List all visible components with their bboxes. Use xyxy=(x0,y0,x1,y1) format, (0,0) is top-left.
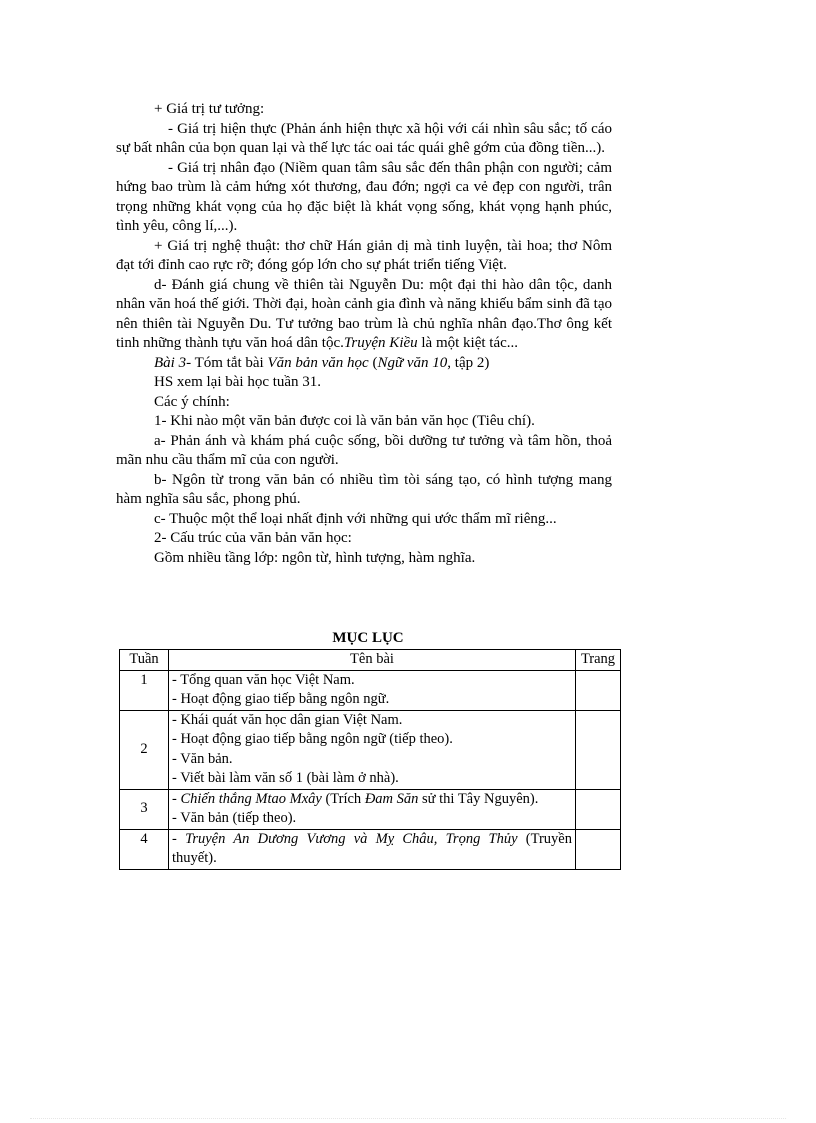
line-main-ideas: Các ý chính: xyxy=(154,393,230,410)
lesson-3-book: Ngữ văn 10 xyxy=(377,354,448,371)
week-cell: 4 xyxy=(120,829,169,869)
lesson-entry: - Tổng quan văn học Việt Nam. xyxy=(172,671,355,688)
lesson-3-close: , tập 2) xyxy=(447,354,490,371)
lesson-3-label: Bài 3 xyxy=(154,354,187,371)
lesson-cell xyxy=(169,710,576,789)
toc-title: MỤC LỤC xyxy=(332,630,404,646)
page-cell xyxy=(576,710,621,789)
table-row xyxy=(120,670,621,710)
header-page: Trang xyxy=(576,650,621,671)
entry-dash: - xyxy=(172,830,186,847)
line-criterion-c: c- Thuộc một thể loại nhất định với những qui ước thẩm mĩ riêng... xyxy=(154,510,557,527)
paragraph-ideological-value: + Giá trị tư tưởng: xyxy=(154,101,265,117)
entry-text: (Trích xyxy=(321,790,365,807)
line-criterion-a: a- Phản ánh và khám phá cuộc sống, bồi dưỡng tư tưởng và tâm hồn, thoả mãn nhu cầu thẩm mĩ của con người. xyxy=(116,432,612,468)
line-structure: 2- Cấu trúc của văn bản văn học: xyxy=(154,530,352,546)
week-cell: 2 xyxy=(120,710,169,789)
page-cell xyxy=(576,789,621,829)
lesson-entry: - Văn bản. xyxy=(172,750,233,767)
paragraph-artistic-value: + Giá trị nghệ thuật: thơ chữ Hán giản dị mà tinh luyện, tài hoa; thơ Nôm đạt tới đỉnh cao rực rỡ; đóng góp lớn cho sự phát triển tiếng Việt. xyxy=(116,237,612,273)
table-row xyxy=(120,789,621,829)
line-criteria: 1- Khi nào một văn bản được coi là văn bản văn học (Tiêu chí). xyxy=(154,413,535,429)
line-criterion-b: b- Ngôn từ trong văn bản có nhiều tìm tòi sáng tạo, có hình tượng mang hàm nghĩa sâu sắc, phong phú. xyxy=(116,471,612,507)
lesson-entry: - Viết bài làm văn số 1 (bài làm ở nhà). xyxy=(172,770,399,786)
line-layers: Gồm nhiều tầng lớp: ngôn từ, hình tượng, hàm nghĩa. xyxy=(154,549,476,566)
paragraph-realistic-value: - Giá trị hiện thực (Phản ánh hiện thực xã hội với cái nhìn sâu sắc; tố cáo sự bất nhân của bọn quan lại và thế lực tác oai tác quái ghê gớm của đồng tiền...). xyxy=(116,120,612,156)
entry-dash: - xyxy=(172,790,181,807)
toc-table xyxy=(119,649,621,870)
lesson-3-title: Văn bản văn học xyxy=(267,354,369,371)
lesson-entry xyxy=(172,790,572,810)
work-title: Truyện An Dương Vương và Mỵ Châu, Trọng Thủy xyxy=(185,830,518,847)
lesson-entry: - Hoạt động giao tiếp bằng ngôn ngữ. xyxy=(172,691,390,707)
page-bottom-divider xyxy=(30,1118,786,1119)
header-lesson: Tên bài xyxy=(169,650,576,671)
week-cell: 3 xyxy=(120,789,169,829)
paragraph-humanitarian-value: - Giá trị nhân đạo (Niềm quan tâm sâu sắc đến thân phận con người; cảm hứng bao trùm là cảm hứng xót thương, đau đớn; ngợi ca vẻ đẹp con người, trân trọng những khát vọng của họ đặc biệt là khát vọng sống, khát vọng hạnh phúc, tình yêu, công lí,...). xyxy=(116,159,612,234)
lesson-cell xyxy=(169,789,576,829)
work-title-truyen-kieu: Truyện Kiều xyxy=(343,335,418,351)
header-week: Tuần xyxy=(120,650,169,671)
entry-text: (Truyền thuyết). xyxy=(172,830,572,866)
lesson-entry xyxy=(172,830,572,869)
table-row xyxy=(120,829,621,869)
lesson-3-heading xyxy=(116,354,612,374)
paragraph-overall-assessment xyxy=(116,276,612,354)
lesson-3-lead: - Tóm tắt bài xyxy=(186,354,268,371)
table-row xyxy=(120,710,621,789)
page-cell xyxy=(576,829,621,869)
lesson-cell xyxy=(169,670,576,710)
page-cell xyxy=(576,670,621,710)
assessment-text: d- Đánh giá chung về thiên tài Nguyễn Du: một đại thi hào dân tộc, danh nhân văn hoá thế giới. Thời đại, hoàn cảnh gia đình và năng khiếu bẩm sinh đã tạo nên thiên tài Nguyễn Du. Tư tưởng bao trùm là chủ nghĩa nhân đạo.Thơ ông kết tinh những thành tựu văn hoá dân tộc. xyxy=(116,276,612,351)
work-title: Chiến thắng Mtao Mxây xyxy=(180,790,322,807)
lesson-cell xyxy=(169,829,576,869)
week-cell: 1 xyxy=(120,670,169,710)
assessment-ending: là một kiệt tác... xyxy=(417,335,519,351)
lesson-entry: - Hoạt động giao tiếp bằng ngôn ngữ (tiếp theo). xyxy=(172,731,453,747)
epic-title: Đam Săn xyxy=(364,790,419,807)
line-review-week: HS xem lại bài học tuần 31. xyxy=(154,374,322,390)
lesson-3-open: ( xyxy=(368,354,378,371)
body-text xyxy=(116,100,612,568)
lesson-entry: - Khái quát văn học dân gian Việt Nam. xyxy=(172,711,403,728)
toc-header-row xyxy=(120,650,621,671)
entry-text: sử thi Tây Nguyên). xyxy=(418,790,539,807)
lesson-entry: - Văn bản (tiếp theo). xyxy=(172,810,297,826)
